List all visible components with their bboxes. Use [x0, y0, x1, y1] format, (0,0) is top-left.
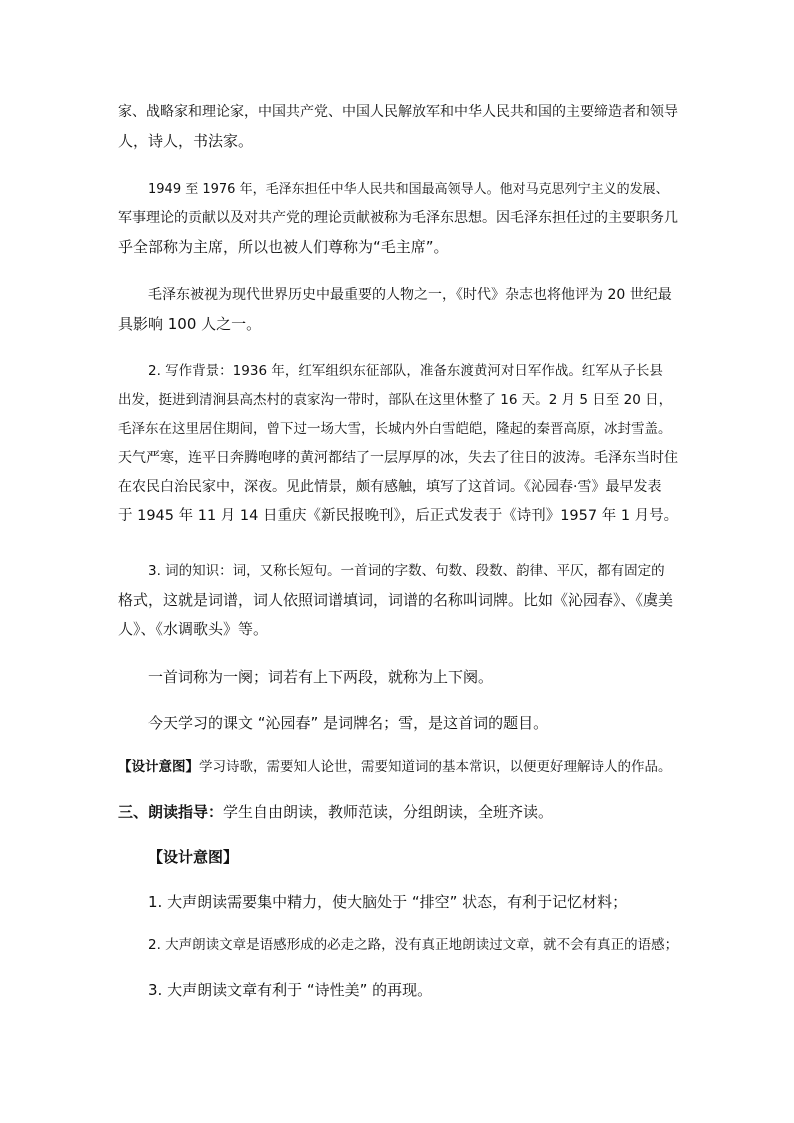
text-line: 毛泽东被视为现代世界历史中最重要的人物之一，《时代》杂志也将他评为 20 世纪最: [148, 287, 672, 303]
design-intent-heading: [118, 843, 678, 872]
text-line: 军事理论的贡献以及对共产党的理论贡献被称为毛泽东思想。因毛泽东担任过的主要职务几: [118, 210, 678, 226]
text-line: 具影响 100 人之一。: [118, 315, 262, 333]
text-line: 2. 大声朗读文章是语感形成的必走之路，没有真正地朗读过文章，就不会有真正的语感；: [148, 937, 679, 953]
time-magazine-paragraph: [118, 281, 678, 339]
text-line: 在农民白治民家中，深夜。见此情景，颇有感触，填写了这首词。《沁园春·雪》最早发表: [118, 479, 662, 495]
design-intent-label: 【设计意图】: [118, 759, 199, 775]
reading-item-2: [118, 931, 678, 960]
text-line: 家、战略家和理论家，中国共产党、中国人民解放军和中华人民共和国的主要缔造者和领导: [118, 104, 678, 120]
que-paragraph: [118, 663, 678, 692]
intro-paragraph: [118, 98, 678, 156]
section-three-heading: [118, 798, 678, 827]
today-paragraph: [118, 709, 678, 738]
text-line: 人，诗人，书法家。: [118, 132, 254, 150]
reading-item-3: [118, 976, 678, 1005]
reading-item-1: [118, 888, 678, 917]
design-intent-text: 学习诗歌，需要知人论世，需要知道词的基本常识，以便更好理解诗人的作品。: [199, 759, 672, 775]
text-line: 天气严寒，连平日奔腾咆哮的黄河都结了一层厚厚的冰，失去了往日的波涛。毛泽东当时住: [118, 450, 678, 466]
text-line: 一首词称为一阕；词若有上下两段，就称为上下阕。: [148, 668, 494, 686]
text-line: [118, 798, 678, 827]
text-line: 1949 至 1976 年，毛泽东担任中华人民共和国最高领导人。他对马克思列宁主义的发展、: [148, 182, 669, 197]
ci-knowledge-paragraph: [118, 557, 678, 644]
design-intent-paragraph: [118, 753, 678, 782]
text-line: 于 1945 年 11 月 14 日重庆《新民报晚刊》，后正式发表于《诗刊》1957 年 1 月号。: [118, 508, 679, 524]
text-line: 格式，这就是词谱，词人依照词谱填词，词谱的名称叫词牌。比如《沁园春》、《虞美: [118, 591, 674, 609]
text-line: 今天学习的课文 “沁园春” 是词牌名；雪，是这首词的题目。: [148, 714, 549, 732]
writing-background-paragraph: [118, 357, 678, 531]
section-three-text: 学生自由朗读，教师范读，分组朗读，全班齐读。: [223, 803, 554, 821]
text-line: 1. 大声朗读需要集中精力，使大脑处于 “排空” 状态，有利于记忆材料；: [148, 893, 628, 911]
text-line: [118, 753, 678, 782]
text-line: 3. 大声朗读文章有利于 “诗性美” 的再现。: [148, 981, 433, 999]
text-line: 2. 写作背景：1936 年，红军组织东征部队，准备东渡黄河对日军作战。红军从子长县: [148, 363, 663, 379]
section-three-label: 三、朗读指导：: [118, 803, 224, 821]
text-line: 3. 词的知识：词，又称长短句。一首词的字数、句数、段数、韵律、平仄，都有固定的: [148, 563, 665, 579]
text-line: 出发，挺进到清涧县高杰村的袁家沟一带时，部队在这里休整了 16 天。2 月 5 日至 20 日，: [118, 392, 673, 408]
text-line: 毛泽东在这里居住期间，曾下过一场大雪，长城内外白雪皑皑，隆起的秦晋高原，冰封雪盖。: [118, 421, 672, 437]
text-line: 乎全部称为主席，所以也被人们尊称为“毛主席”。: [118, 238, 449, 256]
text-line: 人》、《水调歌头》等。: [118, 620, 269, 638]
design-intent-label: 【设计意图】: [148, 848, 239, 866]
leadership-paragraph: [118, 175, 678, 262]
